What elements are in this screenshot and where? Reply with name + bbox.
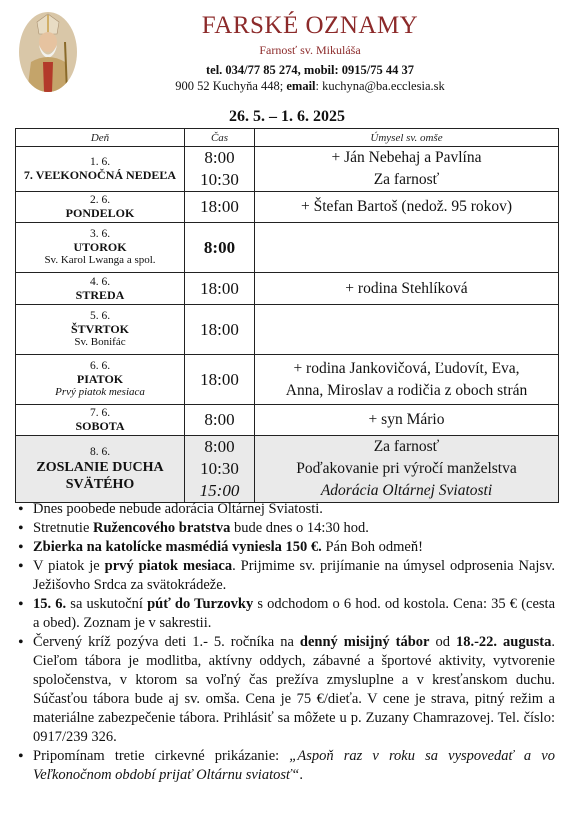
- day-name: ŠTVRTOK: [70, 322, 130, 336]
- list-item: [15, 557, 555, 595]
- day-cell: [16, 223, 185, 273]
- note-text: Červený kríž pozýva deti 1.- 5. ročníka na: [33, 634, 300, 650]
- saint-of-day: Sv. Bonifác: [74, 336, 126, 348]
- table-row: [16, 273, 559, 305]
- note-quote: „Aspoň raz v roku sa vyspovedať a vo Veľkonočnom období prijať Oltárnu sviatosť“: [33, 748, 555, 783]
- date-range: 26. 5. – 1. 6. 2025: [229, 108, 345, 125]
- table-row: [16, 305, 559, 355]
- day-name: SOBOTA: [75, 419, 125, 433]
- day-date: 8. 6.: [89, 445, 111, 458]
- announcements-list: [15, 500, 555, 785]
- mass-time: 18:00: [200, 197, 239, 216]
- phone-contact: tel. 034/77 85 274, mobil: 0915/75 44 37: [206, 63, 414, 77]
- day-cell: [16, 192, 185, 223]
- parish-name: Farnosť sv. Mikuláša: [259, 43, 361, 57]
- note-highlight: 18.-22. augusta: [455, 634, 552, 650]
- mass-time: 10:30: [200, 170, 239, 189]
- time-cell: [185, 305, 255, 355]
- day-cell: [16, 436, 185, 503]
- day-cell: [16, 273, 185, 305]
- time-cell: [185, 436, 255, 503]
- note-highlight: Ružencového bratstva: [93, 520, 231, 536]
- note-text: Pán Boh odmeň!: [321, 539, 423, 555]
- table-header-row: [16, 129, 559, 147]
- intention-cell: [255, 192, 559, 223]
- intention-cell: [255, 223, 559, 273]
- day-cell: [16, 147, 185, 192]
- table-row: [16, 223, 559, 273]
- table-row: [16, 405, 559, 436]
- email-label: email: [286, 79, 316, 93]
- day-cell: [16, 305, 185, 355]
- day-name: 7. VEĽKONOČNÁ NEDEĽA: [23, 168, 177, 182]
- intention: Za farnosť: [373, 438, 440, 455]
- saint-of-day: Prvý piatok mesiaca: [55, 386, 145, 398]
- intention: Adorácia Oltárnej Sviatosti: [320, 482, 493, 499]
- list-item: [15, 595, 555, 633]
- mass-time: 18:00: [200, 369, 239, 389]
- day-date: 5. 6.: [89, 310, 111, 322]
- note-highlight: prvý piatok mesiaca: [104, 558, 233, 574]
- table-row: [16, 436, 559, 503]
- mass-time: 8:00: [204, 437, 235, 456]
- intention-cell: [255, 436, 559, 503]
- intention: + Ján Nebehaj a Pavlína: [331, 149, 482, 166]
- note-highlight: 15. 6.: [33, 596, 67, 612]
- list-item: [15, 747, 555, 785]
- day-date: 7. 6.: [89, 407, 111, 419]
- intention: + rodina Jankovičová, Ľudovít, Eva,: [293, 359, 520, 377]
- time-cell: [185, 273, 255, 305]
- note-text: Dnes poobede nebude adorácia Oltárnej Sviatosti.: [33, 501, 323, 517]
- day-date: 3. 6.: [89, 228, 111, 240]
- address: 900 52 Kuchyňa 448;: [175, 79, 284, 93]
- mass-time: 15:00: [199, 481, 240, 500]
- note-text: V piatok je: [33, 558, 105, 574]
- table-row: [16, 192, 559, 223]
- mass-time: 18:00: [200, 319, 239, 339]
- note-text: sa uskutoční: [66, 596, 148, 612]
- day-name: STREDA: [75, 287, 125, 302]
- note-text: .: [299, 767, 303, 783]
- mass-time: 8:00: [204, 148, 235, 167]
- day-cell: [16, 355, 185, 405]
- day-date: 2. 6.: [89, 194, 111, 206]
- intention-cell: [255, 147, 559, 192]
- day-name: ZOSLANIE DUCHA SVÄTÉHO: [36, 459, 164, 492]
- mass-schedule-table: [15, 128, 559, 503]
- intention-cell: [255, 355, 559, 405]
- time-cell: [185, 223, 255, 273]
- intention: + rodina Stehlíková: [345, 279, 468, 297]
- intention-cell: [255, 305, 559, 355]
- note-highlight: púť do Turzovky: [147, 596, 254, 612]
- day-name: UTOROK: [73, 240, 127, 254]
- intention: Anna, Miroslav a rodičia z oboch strán: [285, 381, 528, 399]
- saint-of-day: Sv. Karol Lwanga a spol.: [44, 254, 156, 266]
- day-cell: [16, 405, 185, 436]
- table-row: [16, 147, 559, 192]
- mass-time: 10:30: [200, 459, 239, 478]
- note-text: . Prijmime sv. prijímanie na úmysel odprosenia Najsv. Ježišovho Srdca za svätokrádeže.: [33, 558, 556, 593]
- list-item: [15, 519, 555, 538]
- header: [0, 0, 574, 104]
- email[interactable]: kuchyna@ba.ecclesia.sk: [322, 79, 445, 93]
- intention-cell: [255, 273, 559, 305]
- day-name: PONDELOK: [65, 206, 135, 220]
- col-header-time: Čas: [185, 129, 255, 147]
- note-highlight: Zbierka na katolícke masmédiá vyniesla 150 €.: [33, 539, 322, 555]
- note-text: od: [429, 634, 456, 650]
- time-cell: [185, 147, 255, 192]
- mass-time: 18:00: [200, 278, 239, 298]
- time-cell: [185, 405, 255, 436]
- day-date: 4. 6.: [89, 275, 111, 288]
- list-item: [15, 500, 555, 519]
- note-text: bude dnes o 14:30 hod.: [230, 520, 369, 536]
- saint-nicholas-icon: [19, 12, 77, 92]
- note-highlight: denný misijný tábor: [299, 634, 430, 650]
- day-date: 1. 6.: [89, 156, 111, 168]
- page-title: FARSKÉ OZNAMY: [201, 12, 419, 39]
- table-row: [16, 355, 559, 405]
- mass-time: 8:00: [204, 410, 235, 429]
- col-header-day: Deň: [16, 129, 185, 147]
- intention-cell: [255, 405, 559, 436]
- note-text: Pripomínam tretie cirkevné prikázanie:: [33, 748, 290, 764]
- time-cell: [185, 355, 255, 405]
- intention: + syn Mário: [368, 411, 445, 428]
- list-item: [15, 633, 555, 747]
- intention: + Štefan Bartoš (nedož. 95 rokov): [300, 198, 513, 215]
- address-line: 900 52 Kuchyňa 448; email: kuchyna@ba.ecclesia.sk: [175, 79, 445, 93]
- note-text: s odchodom o 6 hod. od kostola. Cena: 35 € (cesta a obed). Zoznam je v sakrestii.: [33, 596, 556, 631]
- note-text: . Cieľom tábora je modlitba, aktívny oddych, zábavné a športové aktivity, vytvorenie spoločenstva, v ktorom sa voľný čas prežíva zmysluplne a v kresťanskom duchu. Súčasťou tábora bude aj sv. omša. Cena je 75 €/dieťa. V cene je strava, pitný režim a materiálne zabezpečenie tábora. Prihlásiť sa môžete u p. Zuzany Chamrazovej. Tel. číslo: 0917/239 326.: [33, 634, 555, 745]
- list-item: [15, 538, 555, 557]
- day-name: PIATOK: [76, 372, 124, 386]
- intention: Poďakovanie pri výročí manželstva: [296, 460, 517, 477]
- time-cell: [185, 192, 255, 223]
- note-text: Stretnutie: [33, 520, 94, 536]
- col-header-intention: Úmysel sv. omše: [255, 129, 559, 147]
- intention: Za farnosť: [373, 171, 440, 188]
- mass-time: 8:00: [203, 237, 236, 257]
- day-date: 6. 6.: [89, 360, 111, 372]
